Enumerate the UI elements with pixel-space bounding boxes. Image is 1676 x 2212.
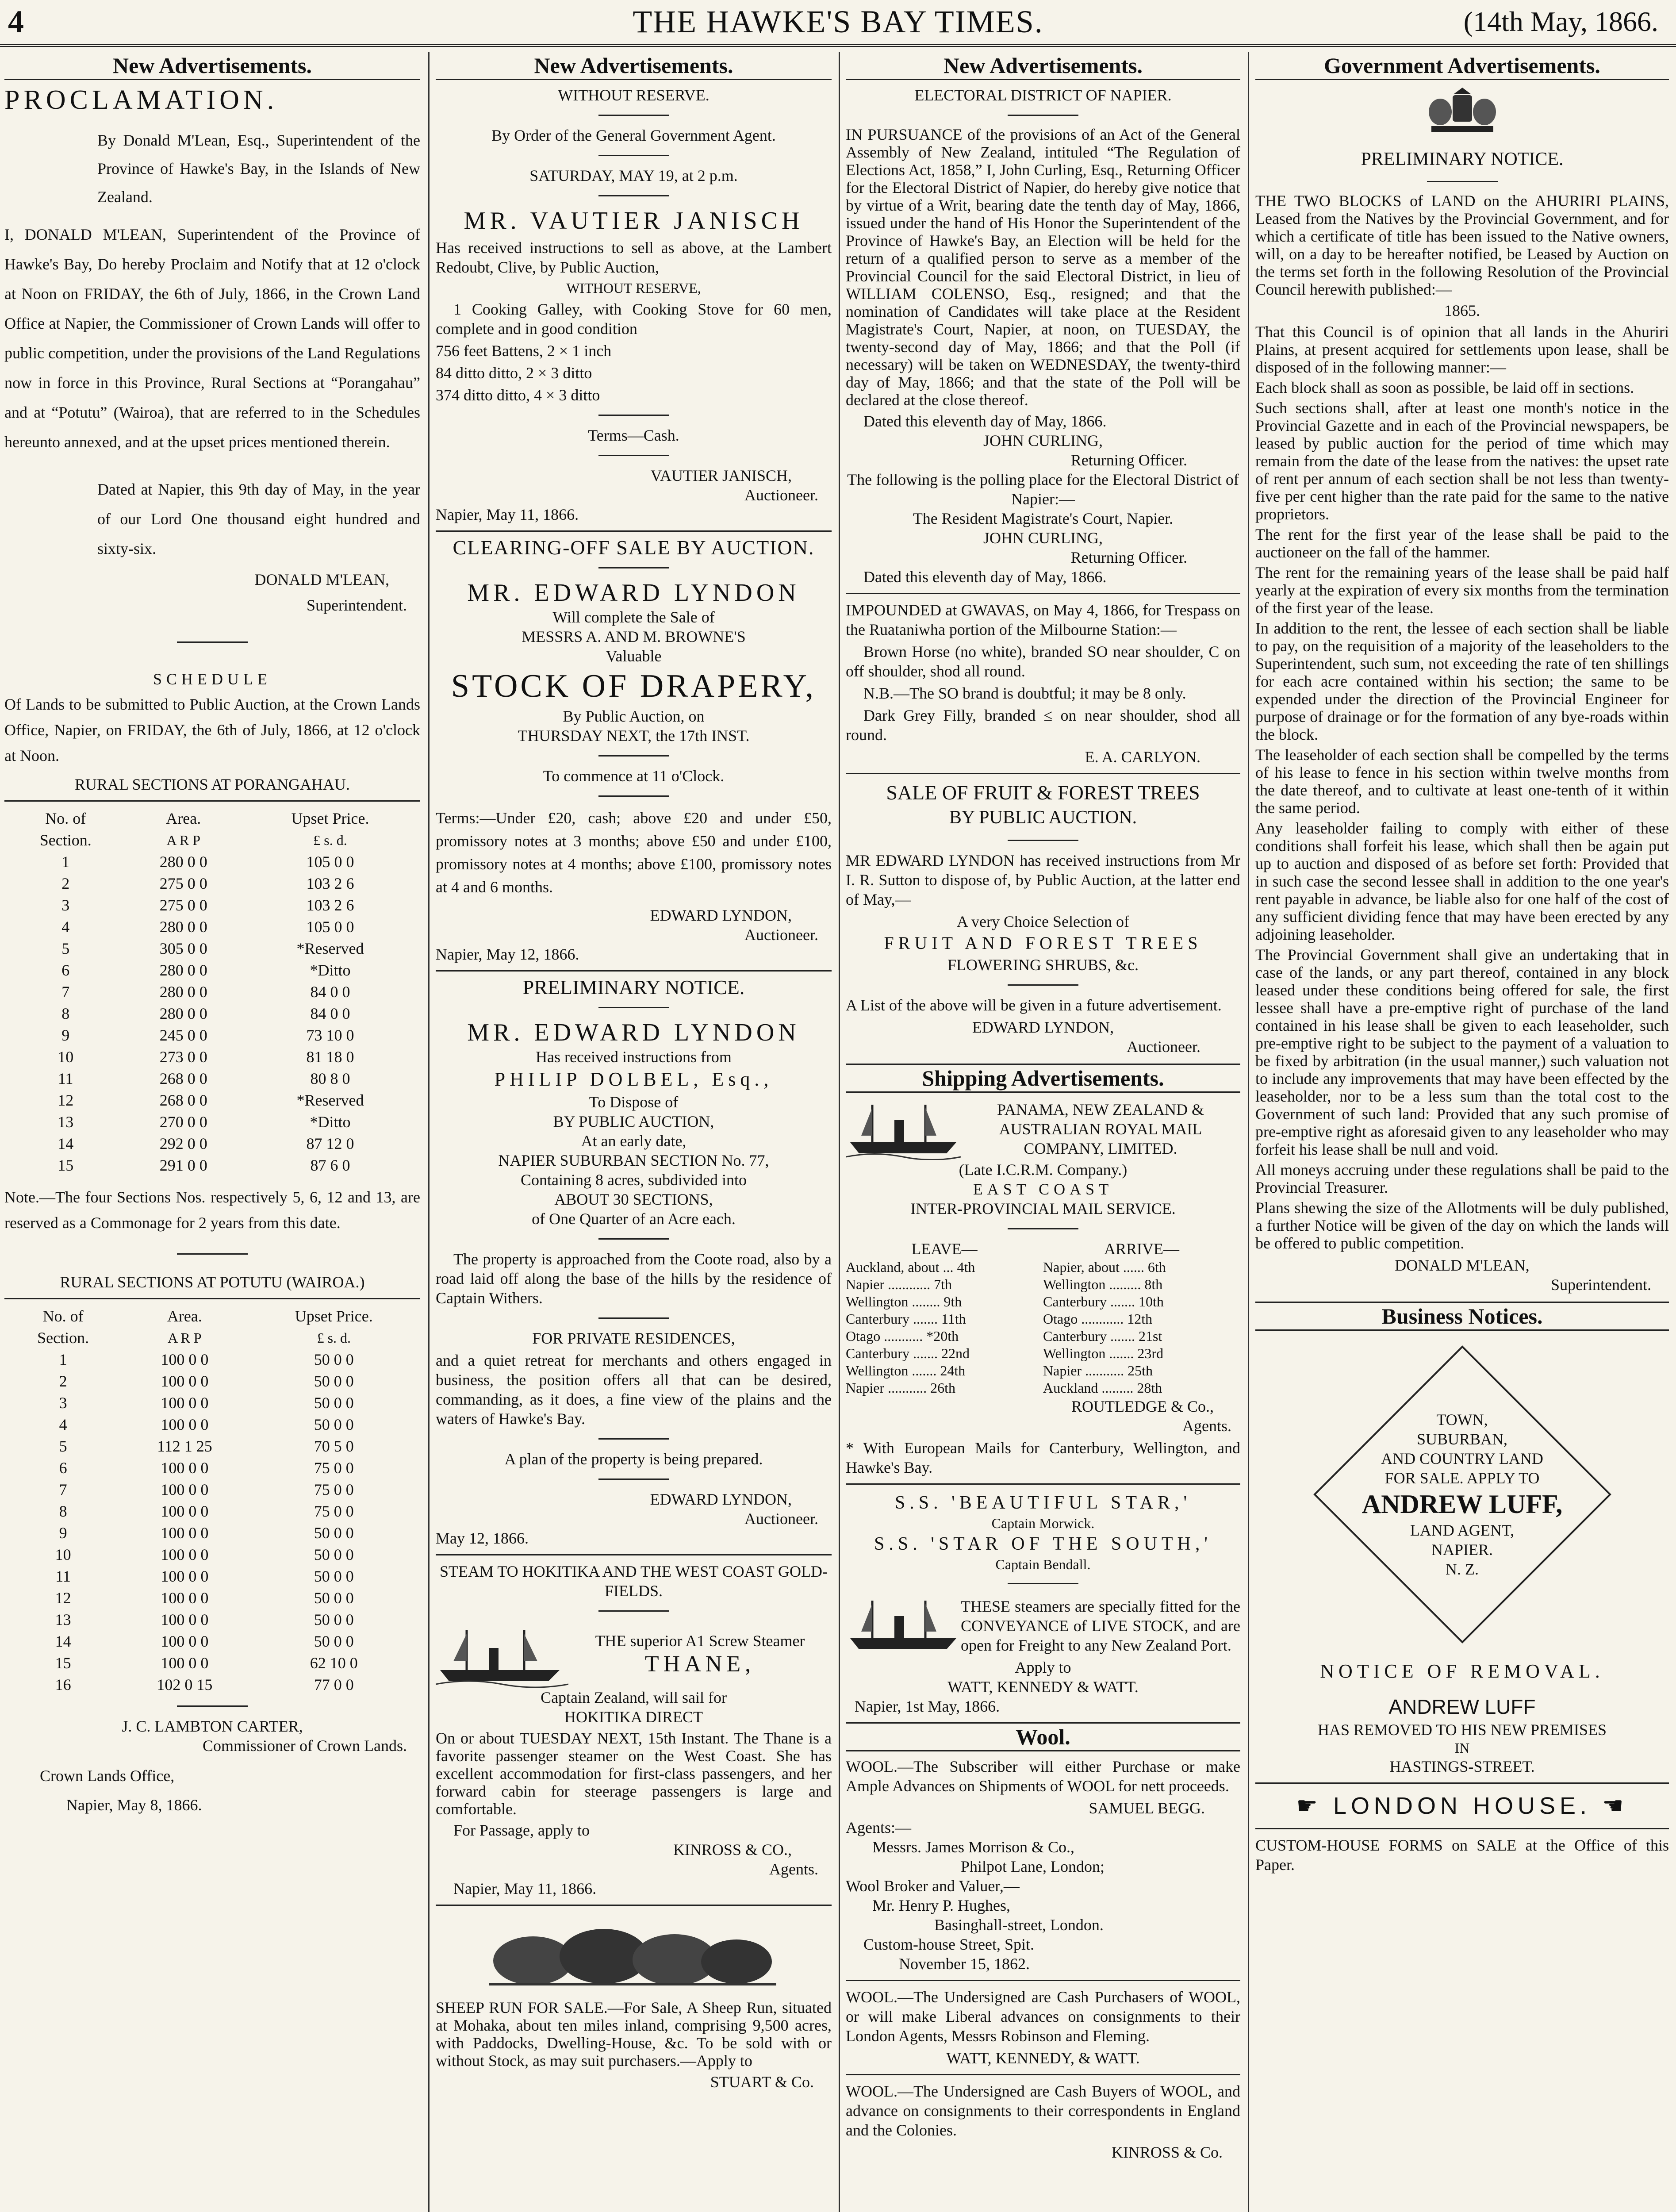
table-header: Upset Price. [295,1307,373,1325]
potutu-table [4,1306,420,1696]
newspaper-title: THE HAWKE'S BAY TIMES. [633,4,1043,39]
ad-line: FOR PRIVATE RESIDENCES, [532,1329,735,1347]
ad-body: Dark Grey Filly, branded ≤ on near shoulder, shod all round. [846,707,1240,744]
separator [598,455,669,456]
ad-line: Wool Broker and Valuer,— [846,1877,1020,1895]
signature: EDWARD LYNDON, [650,1490,792,1508]
leave-header: LEAVE— [911,1240,978,1258]
ad-line: PHILIP DOLBEL, Esq., [494,1068,773,1090]
separator [1008,1228,1078,1229]
ad-body: The leaseholder of each section shall be compelled by the terms of his lease to fence in his section within twelve months from the date thereof, and to cultivate at least one-tenth of it within the same period. [1255,746,1669,817]
ship-name: S.S. 'BEAUTIFUL STAR,' [894,1493,1192,1513]
ad-body: CUSTOM-HOUSE FORMS on SALE at the Office of this Paper. [1255,1836,1669,1874]
separator [598,1610,669,1612]
land-agent-diamond [1312,1344,1613,1645]
ad-line: Apply to [1015,1659,1071,1676]
column-1 [4,52,420,2212]
ad-line: Terms—Cash. [588,426,679,444]
signature: EDWARD LYNDON, [972,1018,1114,1036]
signature-title: Returning Officer. [1070,451,1187,469]
table-header: No. of [42,1307,84,1325]
page-number: 4 [8,4,24,39]
section-header: New Advertisements. [436,52,832,80]
proclamation-body: I, DONALD M'LEAN, Superintendent of the Province of Hawke's Bay, Do hereby Proclaim and Notify that at 12 o'clock at Noon on FRIDAY, the 6th of July, 1866, in the Crown Land Office at Napier, the Commissioner of Crown Lands will offer to public competition, under the provisions of the Land Regulations now in force in this Province, Rural Sections at “Porangahau” and at “Potutu” (Wairoa), that are referred to in the Schedules hereunto annexed, and at the upset prices mentioned therein. [4,226,420,451]
separator [846,1483,1240,1485]
ad-line: By Public Auction, on [563,707,705,725]
ad-line: (Late I.C.R.M. Company.) [959,1161,1128,1179]
table-title: RURAL SECTIONS AT POTUTU (WAIROA.) [60,1273,365,1291]
signature-title: Auctioneer. [1127,1038,1200,1056]
schedule-desc: Of Lands to be submitted to Public Auction, at the Crown Lands Office, Napier, on FRIDAY, the 6th of July, 1866, at 12 o'clock at Noon. [4,695,420,764]
table-row: 9 100 0 0 50 0 0 [59,1524,354,1542]
signature: JOHN CURLING, [983,529,1103,547]
porangahau-table [4,808,420,1176]
table-row: 13 270 0 0 *Ditto [58,1113,351,1131]
ad-line: SATURDAY, MAY 19, at 2 p.m. [529,167,738,184]
table-title: RURAL SECTIONS AT PORANGAHAU. [74,776,350,793]
separator [598,1007,669,1008]
ad-line: HAS REMOVED TO HIS NEW PREMISES [1317,1721,1607,1739]
signature: WATT, KENNEDY, & WATT. [946,2049,1140,2067]
auctioneer-name: MR. EDWARD LYNDON [467,579,800,607]
ad-line: By Order of the General Government Agent. [491,127,776,144]
ad-date: Napier, May 11, 1866. [453,1880,597,1897]
ad-date: May 12, 1866. [436,1529,529,1547]
signature: E. A. CARLYON. [1085,748,1200,766]
separator [177,1705,248,1707]
signature-title: Auctioneer. [744,486,818,504]
ad-line: Captain Zealand, will sail for [541,1689,727,1706]
column-4 [1255,52,1669,2212]
separator [598,1438,669,1440]
ad-body: and a quiet retreat for merchants and others engaged in business, the position offers all that can be desired, commanding, as it does, a fine view of the plains and the waters of Hawke's Bay. [436,1352,832,1428]
table-row: 11 100 0 0 50 0 0 [55,1567,354,1585]
table-row: 4 100 0 0 50 0 0 [59,1416,354,1433]
table-row: 5 112 1 25 70 5 0 [59,1437,354,1455]
hand-icon: ☚ [1591,1793,1628,1819]
separator [846,1980,1240,1981]
schedule-header [846,1239,1240,1259]
list-item: 756 feet Battens, 2 × 1 inch [436,342,612,360]
ad-title: STEAM TO HOKITIKA AND THE WEST COAST GOLD-FIELDS. [439,1563,828,1600]
ad-title: PRELIMINARY NOTICE. [1361,149,1564,169]
table-header: Area. [166,810,201,827]
table-row: 1 280 0 0 105 0 0 [61,853,354,871]
mail-company [846,1098,1240,1160]
proclamation-title: PROCLAMATION. [4,85,278,115]
table-header: Area. [167,1307,202,1325]
royal-arms-icon [1418,85,1507,138]
ship-captain: Captain Morwick. [991,1515,1095,1531]
ad-body: On or about TUESDAY NEXT, 15th Instant. The Thane is a favorite passenger steamer on the West Coast. She has excellent accommodation for first-class passengers, and her forward cabin for steerage passengers is large and comfortable. [436,1729,832,1818]
table-row: 15 291 0 0 87 6 0 [58,1156,350,1174]
separator [436,970,832,972]
separator [4,1298,420,1299]
ad-body: MR EDWARD LYNDON has received instructions from Mr I. R. Sutton to dispose of, by Public Auction, at the latter end of May,— [846,852,1240,908]
signature: KINROSS & CO., [673,1841,792,1859]
ad-body: In addition to the rent, the lessee of each section shall be liable to pay, on the requisition of a majority of the leaseholders to the Superintendent, such sum, not exceeding the rate of ten shillings for each acre contained within his section; the same to be expended under the direction of the Provincial Engineer for purpose of drainage or for the formation of any bye-roads within the block. [1255,619,1669,743]
column-2 [436,52,832,2212]
separator [1427,181,1498,182]
table-header: £ s. d. [313,832,347,848]
table-row: 8 100 0 0 75 0 0 [59,1502,354,1520]
signature: EDWARD LYNDON, [650,906,792,924]
table-row: 9 245 0 0 73 10 0 [61,1026,354,1044]
ad-line: NAPIER. [1431,1541,1493,1559]
office-date: Napier, May 8, 1866. [66,1796,202,1814]
table-row: Canterbury ....... 11th Otago ............ 12th [846,1311,1153,1327]
table-row: 8 280 0 0 84 0 0 [61,1005,350,1022]
company-name: PANAMA, NEW ZEALAND & AUSTRALIAN ROYAL MAIL COMPANY, LIMITED. [997,1101,1204,1157]
sheep-illustration [436,1912,832,1992]
ad-body: Each block shall as soon as possible, be laid off in sections. [1255,379,1634,396]
table-header: A R P [166,832,200,848]
signature: VAUTIER JANISCH, [650,467,792,484]
column-rule [428,52,430,2212]
ad-headline: LONDON HOUSE. [1333,1793,1592,1819]
office: Crown Lands Office, [40,1767,175,1785]
royal-arms [1255,85,1669,143]
table-header: Upset Price. [291,810,369,827]
ad-body: Brown Horse (no white), branded SO near shoulder, C on off shoulder, shod all round. [846,643,1240,680]
ad-body: All moneys accruing under these regulations shall be paid to the Provincial Treasurer. [1255,1161,1669,1196]
table-row: 6 100 0 0 75 0 0 [59,1459,354,1477]
ad-body: SHEEP RUN FOR SALE.—For Sale, A Sheep Run, situated at Mohaka, about ten miles inland, comprising 9,500 acres, with Paddocks, Dwelling-House, &c. To be sold with or without Stock, as may suit purchasers.—Apply to [436,1999,832,2070]
ad-line: ABOUT 30 SECTIONS, [554,1190,713,1208]
separator [436,1905,832,1906]
separator [1255,1782,1669,1784]
steamer-notice [436,1621,832,1688]
separator [598,155,669,156]
ad-line: AND COUNTRY LAND [1381,1450,1543,1467]
separator [598,415,669,416]
ad-date: Dated this eleventh day of May, 1866. [863,412,1107,430]
ad-body: Plans shewing the size of the Allotments will be duly published, a further Notice will be given of the day on which the lands will be offered to public competition. [1255,1199,1669,1252]
separator [598,1317,669,1319]
ad-body: THE TWO BLOCKS of LAND on the AHURIRI PLAINS, Leased from the Natives by the Provincial Government, and for which a certificate of title has been issued to the Native owners, will, on a day to be hereafter notified, be Leased by Auction on the terms set forth in the following Resolution of the Provincial Council herewith published:— [1255,192,1669,298]
section-header: New Advertisements. [846,52,1240,80]
ad-line: Has received instructions from [536,1048,732,1066]
ad-body: The rent for the remaining years of the lease shall be paid half yearly at the expiration of every six months from the termination of the first year of the lease. [1255,564,1669,617]
ad-body: The rent for the first year of the lease shall be paid to the auctioneer on the fall of the hammer. [1255,526,1669,561]
agent-name: ANDREW LUFF, [1362,1490,1563,1519]
separator [436,1554,832,1555]
table-row: Canterbury ....... 22nd Wellington ....... 23rd [846,1345,1164,1361]
table-row: 7 100 0 0 75 0 0 [59,1481,354,1498]
ad-line: To Dispose of [589,1093,679,1111]
separator [598,1479,669,1480]
signature-title: Auctioneer. [744,1510,818,1528]
ad-line: Messrs. James Morrison & Co., [872,1838,1074,1856]
table-row: 12 268 0 0 *Reserved [58,1091,364,1109]
separator [177,1253,248,1255]
auctioneer-name: MR. VAUTIER JANISCH [464,207,804,234]
section-header: New Advertisements. [4,52,420,80]
ad-line: INTER-PROVINCIAL MAIL SERVICE. [910,1200,1176,1217]
ad-line: Mr. Henry P. Hughes, [872,1897,1010,1914]
ad-body: The Provincial Government shall give an undertaking that in case of the lands, or any part thereof, contained in any block leased under these conditions being offered for sale, the first lessee shall have a pre-emptive right of purchase of the land contained in his lease shall be given to each leaseholder, such pre-emptive right to be subject to the payment of a valuation to be fixed by arbitration (in the usual manner,) such valuation not to include any improvements that may have been effected by the leaseholder, nor to be a less sum than the total cost to the Government of such land: Provided that any such promise of pre-emptive right as aforesaid given to any leaseholder who may forfeit his lease shall be null and void. [1255,946,1669,1158]
proclamation-dated: Dated at Napier, this 9th day of May, in the year of our Lord One thousand eight hundred and sixty-six. [97,480,420,557]
separator [4,800,420,802]
table-header: £ s. d. [317,1330,351,1346]
table-row: 3 100 0 0 50 0 0 [59,1394,354,1412]
ad-line: Custom-house Street, Spit. [863,1936,1034,1953]
ad-body: THESE steamers are specially fitted for the CONVEYANCE of LIVE STOCK, and are open for Freight to any New Zealand Port. [961,1598,1240,1654]
ad-line: The Resident Magistrate's Court, Napier. [913,510,1174,527]
ad-line: THURSDAY NEXT, the 17th INST. [518,727,750,745]
signature: J. C. LAMBTON CARTER, [122,1717,303,1735]
table-header: Section. [39,831,92,849]
ad-note: * With European Mails for Canterbury, Wellington, and Hawke's Bay. [846,1439,1240,1476]
table-row: 14 292 0 0 87 12 0 [58,1135,354,1152]
ad-title: ELECTORAL DISTRICT OF NAPIER. [914,86,1172,104]
separator [846,593,1240,594]
table-row: 16 102 0 15 77 0 0 [55,1676,354,1694]
ad-body: A List of the above will be given in a future advertisement. [846,996,1222,1014]
london-house [1255,1790,1669,1822]
arrive-header: ARRIVE— [1104,1240,1179,1258]
ad-date: Napier, May 11, 1866. [436,506,579,523]
ad-line: To commence at 11 o'Clock. [543,767,725,785]
ad-body: Has received instructions to sell as above, at the Lambert Redoubt, Clive, by Public Auction, [436,239,832,276]
section-header: Government Advertisements. [1255,52,1669,80]
ad-line: LAND AGENT, [1410,1521,1515,1539]
ad-body: Terms:—Under £20, cash; above £20 and under £50, promissory notes at 3 months; above £50 and under £100, promissory notes at 4 months; above £100, promissory notes at 4 and 6 months. [436,809,832,896]
separator [1255,1828,1669,1829]
ad-line: Will complete the Sale of [552,608,715,626]
table-row: 6 280 0 0 *Ditto [61,961,351,979]
ad-date: Dated this eleventh day of May, 1866. [863,568,1107,586]
ad-body: WOOL.—The Subscriber will either Purchase or make Ample Advances on Shipments of WOOL for nett proceeds. [846,1758,1240,1795]
signature: SAMUEL BEGG. [1089,1799,1205,1817]
signature-title: Commissioner of Crown Lands. [203,1737,407,1755]
table-row: 4 280 0 0 105 0 0 [61,918,354,936]
separator [846,773,1240,774]
ad-line: At an early date, [581,1132,687,1150]
separator [598,795,669,797]
ad-line: FLOWERING SHRUBS, &c. [947,956,1139,974]
table-row: 10 273 0 0 81 18 0 [58,1048,354,1066]
ad-body: The property is approached from the Coote road, also by a road laid off along the base of the hills by the residence of Captain Withers. [436,1250,832,1307]
separator [1008,984,1078,986]
ad-line: MESSRS A. AND M. BROWNE'S [522,628,746,645]
livestock-steamers [846,1594,1240,1658]
steamship-icon [436,1621,568,1688]
hand-icon: ☛ [1296,1793,1333,1819]
separator [436,530,832,532]
table-row: 10 100 0 0 50 0 0 [55,1546,354,1563]
table-row: 15 100 0 0 62 10 0 [55,1654,358,1672]
ad-body: WOOL.—The Undersigned are Cash Buyers of WOOL, and advance on consignments to their correspondents in England and the Colonies. [846,2082,1240,2139]
list-item: 84 ditto ditto, 2 × 3 ditto [436,364,592,382]
ad-title: BY PUBLIC AUCTION. [949,807,1137,828]
proclamation-byline: By Donald M'Lean, Esq., Superintendent of the Province of Hawke's Bay, in the Islands of New Zealand. [97,131,420,206]
table-header: A R P [168,1330,202,1346]
signature-title: Superintendent. [307,596,407,614]
table-row: 3 275 0 0 103 2 6 [61,896,354,914]
ad-body: WOOL.—The Undersigned are Cash Purchasers of WOOL, or will make Liberal advances on consignments to their London Agents, Messrs Robinson and Fleming. [846,1988,1240,2045]
table-row: 2 275 0 0 103 2 6 [61,875,354,892]
ad-line: EAST COAST [973,1180,1113,1198]
ad-line: Containing 8 acres, subdivided into [521,1171,747,1189]
table-row: Wellington ....... 24th Napier ........... 25th [846,1363,1153,1379]
separator [598,755,669,757]
ad-body: IMPOUNDED at GWAVAS, on May 4, 1866, for Trespass on the Ruataniwha portion of the Milbourne Station:— [846,601,1240,638]
ad-line: BY PUBLIC AUCTION, [553,1113,714,1130]
column-rule [1248,52,1249,2212]
ship-name: THANE, [644,1651,756,1677]
ad-line: SUBURBAN, [1416,1430,1508,1448]
separator [598,195,669,196]
separator [598,1238,669,1240]
issue-date: (14th May, 1866. [1463,6,1658,37]
ad-title: SALE OF FRUIT & FOREST TREES [886,781,1200,804]
column-rule [839,52,840,2212]
auctioneer-name: MR. EDWARD LYNDON [467,1019,800,1046]
note: Note.—The four Sections Nos. respectively 5, 6, 12 and 13, are reserved as a Commonage for 2 years from this date. [4,1188,420,1232]
ad-line: Agents:— [846,1819,911,1836]
ship-captain: Captain Bendall. [995,1556,1091,1572]
ad-line: The following is the polling place for the Electoral District of Napier:— [847,471,1239,508]
separator [1008,115,1078,116]
agent-name: ANDREW LUFF [1388,1695,1536,1718]
ad-line: FRUIT AND FOREST TREES [884,933,1202,953]
signature: KINROSS & Co. [1111,2143,1223,2161]
ad-line: TOWN, [1436,1411,1488,1429]
table-row: Napier ........... 26th Auckland ......... 28th [846,1380,1162,1396]
table-header: No. of [45,810,86,827]
signature: DONALD M'LEAN, [1395,1256,1530,1274]
ship-name: S.S. 'STAR OF THE SOUTH,' [874,1534,1212,1554]
signature-title: Agents. [769,1860,818,1878]
table-row: Auckland, about ... 4th Napier, about ...... 6th [846,1259,1166,1275]
separator [177,641,248,643]
signature-title: Superintendent. [1551,1276,1651,1294]
ad-line: WITHOUT RESERVE, [566,280,701,296]
list-item: 374 ditto ditto, 4 × 3 ditto [436,386,600,404]
column-3 [846,52,1240,2212]
signature: DONALD M'LEAN, [254,571,389,588]
ad-line: Philpot Lane, London; [961,1858,1105,1875]
signature-title: Returning Officer. [1070,549,1187,566]
list-item: 1 Cooking Galley, with Cooking Stove for 60 men, complete and in good condition [436,300,832,338]
separator [1008,1583,1078,1584]
ad-title: PRELIMINARY NOTICE. [522,976,745,998]
ad-line: of One Quarter of an Acre each. [532,1210,736,1228]
ad-body: That this Council is of opinion that all lands in the Ahuriri Plains, at present acquired for settlements upon lease, shall be disposed of in the following manner:— [1255,323,1669,376]
section-header: Wool. [846,1722,1240,1751]
ad-title: NOTICE OF REMOVAL. [1320,1660,1604,1682]
signature-title: Auctioneer. [744,926,818,944]
separator [846,2074,1240,2075]
ad-body: Such sections shall, after at least one month's notice in the Provincial Gazette and in each of the Provincial newspapers, be leased by public auction for the period of time which may remain from the date of the lease from the natives: the upset rate of rent per annum of each section shall be not less than twenty-five per cent higher than the rate paid for the same to the native proprietors. [1255,399,1669,523]
table-row: 2 100 0 0 50 0 0 [59,1372,354,1390]
table-row: Otago ........... *20th Canterbury ....... 21st [846,1328,1162,1344]
ad-line: N. Z. [1446,1560,1479,1578]
separator [598,567,669,568]
signature: ROUTLEDGE & Co., [1071,1398,1214,1415]
table-row: Wellington ........ 9th Canterbury ....... 10th [846,1294,1164,1310]
masthead [0,0,1676,42]
ad-headline: STOCK OF DRAPERY, [451,668,817,704]
ad-line: A very Choice Selection of [957,913,1129,930]
table-row: 13 100 0 0 50 0 0 [55,1611,354,1628]
separator [1008,840,1078,841]
signature: JOHN CURLING, [983,432,1103,449]
ad-line: HASTINGS-STREET. [1389,1758,1535,1775]
table-row: Napier ............ 7th Wellington ......... 8th [846,1276,1163,1292]
table-row: 7 280 0 0 84 0 0 [61,983,350,1001]
table-row: 11 268 0 0 80 8 0 [58,1070,350,1087]
ad-line: FOR SALE. APPLY TO [1385,1469,1540,1487]
masthead-rule [0,44,1676,47]
signature-title: Agents. [1182,1417,1231,1435]
table-row: 1 100 0 0 50 0 0 [59,1351,354,1368]
separator [598,115,669,116]
table-row: 14 100 0 0 50 0 0 [55,1632,354,1650]
ad-body: IN PURSUANCE of the provisions of an Act of the General Assembly of New Zealand, intituled “The Regulation of Elections Act, 1858,” I, John Curling, Esq., Returning Officer for the Electoral District of Napier, do hereby give notice that by virtue of a Writ, bearing date the tenth day of May, 1866, issued under the hand of His Honor the Superintendent of the Province of Hawke's Bay, an Election will be held for the return of a qualified person to serve as a member of the Provincial Council for the said Electoral District, in lieu of WILLIAM COLENSO, Esq., resigned; and that the nomination of Candidates will take place at the Resident Magistrate's Court, Napier, at noon, on TUESDAY, the twenty-second day of May, 1866; and that the Poll (if necessary) will be taken on WEDNESDAY, the twenty-third day of May, 1866; and that the state of the Poll will be declared at the close thereof. [846,126,1240,409]
ad-title: CLEARING-OFF SALE BY AUCTION. [453,536,815,559]
ad-line: IN [1454,1740,1470,1756]
signature: WATT, KENNEDY & WATT. [947,1678,1139,1696]
ad-line: A plan of the property is being prepared. [504,1450,763,1468]
steamship-icon [846,1594,961,1656]
ad-body: Any leaseholder failing to comply with either of these conditions shall forfeit his lease, which shall then be again put up to auction and disposed of as before set forth: Provided that in such case the second lessee shall in addition to the one year's rent payable in advance, be liable also for one half of the cost of any sufficient dividing fence that may have been erected by any adjoining leaseholder. [1255,819,1669,943]
ad-date: Napier, May 12, 1866. [436,945,579,963]
table-row: 5 305 0 0 *Reserved [61,940,364,957]
ad-year: 1865. [1444,302,1480,319]
ad-line: November 15, 1862. [899,1955,1030,1973]
ad-line: THE superior A1 Screw Steamer [595,1632,805,1650]
ad-body: N.B.—The SO brand is doubtful; it may be 8 only. [863,684,1186,702]
ad-line: NAPIER SUBURBAN SECTION No. 77, [498,1152,769,1169]
ad-line: Basinghall-street, London. [934,1916,1104,1934]
section-header: Business Notices. [1255,1302,1669,1331]
ad-date: Napier, 1st May, 1866. [855,1697,1000,1715]
table-row: 12 100 0 0 50 0 0 [55,1589,354,1607]
steamship-icon [846,1098,961,1160]
ad-line: For Passage, apply to [453,1821,590,1839]
ad-line: Valuable [606,647,662,665]
ad-line: HOKITIKA DIRECT [564,1708,703,1726]
schedule-title: SCHEDULE [153,670,272,688]
signature: STUART & Co. [710,2073,814,2091]
ad-title: WITHOUT RESERVE. [558,86,710,104]
section-header: Shipping Advertisements. [846,1064,1240,1093]
table-header: Section. [37,1329,89,1347]
